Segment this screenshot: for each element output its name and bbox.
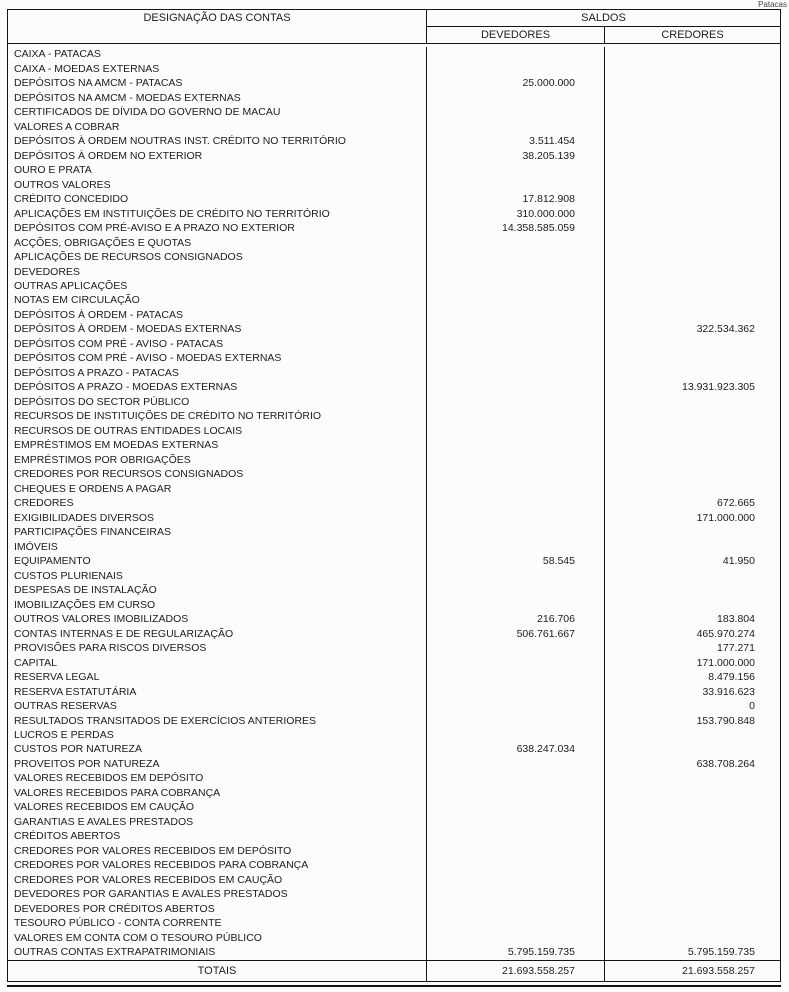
row-devedores bbox=[427, 525, 605, 539]
table-row bbox=[8, 395, 780, 409]
table-row bbox=[8, 597, 780, 611]
table-row bbox=[8, 742, 780, 756]
row-credores bbox=[605, 206, 780, 220]
row-credores: 171.000.000 bbox=[696, 656, 755, 669]
row-devedores bbox=[427, 873, 605, 887]
row-devedores bbox=[427, 757, 605, 771]
table-row bbox=[8, 61, 780, 75]
table-row bbox=[8, 148, 780, 162]
row-devedores bbox=[427, 800, 605, 814]
row-label: PARTICIPAÇÕES FINANCEIRAS bbox=[8, 525, 427, 539]
table-row bbox=[8, 858, 780, 872]
row-label: IMOBILIZAÇÕES EM CURSO bbox=[8, 597, 427, 611]
row-credores bbox=[605, 539, 780, 553]
row-credores bbox=[605, 221, 780, 235]
row-devedores: 638.247.034 bbox=[427, 742, 605, 756]
row-credores bbox=[605, 250, 780, 264]
table-row bbox=[8, 583, 780, 597]
row-label: RESULTADOS TRANSITADOS DE EXERCÍCIOS ANTERIORES bbox=[8, 713, 427, 727]
row-devedores bbox=[427, 322, 605, 336]
row-label: CREDORES POR VALORES RECEBIDOS EM DEPÓSITO bbox=[8, 844, 427, 858]
row-devedores bbox=[427, 250, 605, 264]
row-credores: 672.665 bbox=[717, 497, 755, 510]
table-row bbox=[8, 250, 780, 264]
row-credores: 33.916.623 bbox=[702, 685, 755, 698]
table-row bbox=[8, 771, 780, 785]
row-devedores bbox=[427, 771, 605, 785]
row-devedores: 38.205.139 bbox=[427, 148, 605, 162]
row-label: DEPÓSITOS DO SECTOR PÚBLICO bbox=[8, 395, 427, 409]
row-label: CONTAS INTERNAS E DE REGULARIZAÇÃO bbox=[8, 626, 427, 640]
table-row bbox=[8, 134, 780, 148]
table-body bbox=[8, 44, 780, 960]
row-credores: 183.804 bbox=[717, 613, 755, 626]
row-label: DEVEDORES bbox=[8, 264, 427, 278]
row-devedores bbox=[427, 858, 605, 872]
row-label: EQUIPAMENTO bbox=[8, 554, 427, 568]
table-header bbox=[8, 10, 780, 44]
row-credores: 13.931.923.305 bbox=[682, 381, 755, 394]
row-label: OUTROS VALORES bbox=[8, 177, 427, 191]
row-label: RESERVA ESTATUTÁRIA bbox=[8, 684, 427, 698]
row-label: EMPRÉSTIMOS POR OBRIGAÇÕES bbox=[8, 453, 427, 467]
row-devedores bbox=[427, 467, 605, 481]
row-label: PROVISÕES PARA RISCOS DIVERSOS bbox=[8, 641, 427, 655]
row-label: EXIGIBILIDADES DIVERSOS bbox=[8, 511, 427, 525]
header-designacao-das-contas: DESIGNAÇÃO DAS CONTAS bbox=[8, 10, 427, 43]
table-row bbox=[8, 829, 780, 843]
row-label: LUCROS E PERDAS bbox=[8, 728, 427, 742]
row-devedores bbox=[427, 916, 605, 930]
row-label: VALORES EM CONTA COM O TESOURO PÚBLICO bbox=[8, 931, 427, 945]
row-credores bbox=[605, 90, 780, 104]
row-label: DEVEDORES POR CRÉDITOS ABERTOS bbox=[8, 902, 427, 916]
table-row bbox=[8, 568, 780, 582]
table-row bbox=[8, 221, 780, 235]
row-label: OUTRAS RESERVAS bbox=[8, 699, 427, 713]
row-label: CUSTOS POR NATUREZA bbox=[8, 742, 427, 756]
row-label: CERTIFICADOS DE DÍVIDA DO GOVERNO DE MACAU bbox=[8, 105, 427, 119]
row-credores bbox=[605, 337, 780, 351]
table-row bbox=[8, 424, 780, 438]
table-row bbox=[8, 453, 780, 467]
row-label: CUSTOS PLURIENAIS bbox=[8, 568, 427, 582]
row-credores bbox=[605, 597, 780, 611]
row-devedores: 17.812.908 bbox=[427, 192, 605, 206]
row-label: DEPÓSITOS COM PRÉ-AVISO E A PRAZO NO EXTERIOR bbox=[8, 221, 427, 235]
row-devedores bbox=[427, 366, 605, 380]
table-row bbox=[8, 409, 780, 423]
row-devedores: 506.761.667 bbox=[427, 626, 605, 640]
row-devedores bbox=[427, 728, 605, 742]
header-saldos: SALDOS bbox=[427, 10, 780, 27]
row-label: CAIXA - MOEDAS EXTERNAS bbox=[8, 61, 427, 75]
row-devedores bbox=[427, 829, 605, 843]
row-credores: 41.950 bbox=[722, 555, 755, 568]
table-row bbox=[8, 163, 780, 177]
table-row bbox=[8, 887, 780, 901]
row-label: DEPÓSITOS A PRAZO - PATACAS bbox=[8, 366, 427, 380]
row-label: GARANTIAS E AVALES PRESTADOS bbox=[8, 815, 427, 829]
row-devedores bbox=[427, 264, 605, 278]
row-label: PROVEITOS POR NATUREZA bbox=[8, 757, 427, 771]
row-credores bbox=[605, 728, 780, 742]
row-credores bbox=[605, 887, 780, 901]
totals-credores: 21.693.558.257 bbox=[682, 965, 755, 977]
table-row bbox=[8, 525, 780, 539]
row-label: DEPÓSITOS COM PRÉ - AVISO - PATACAS bbox=[8, 337, 427, 351]
row-devedores bbox=[427, 583, 605, 597]
totals-label: TOTAIS bbox=[8, 961, 427, 981]
table-row bbox=[8, 293, 780, 307]
table-row bbox=[8, 945, 780, 959]
row-credores bbox=[605, 148, 780, 162]
row-credores bbox=[605, 293, 780, 307]
row-label: DEPÓSITOS À ORDEM - PATACAS bbox=[8, 308, 427, 322]
table-row bbox=[8, 844, 780, 858]
row-devedores bbox=[427, 380, 605, 394]
table-row bbox=[8, 873, 780, 887]
row-devedores bbox=[427, 235, 605, 249]
table-row bbox=[8, 337, 780, 351]
row-label: EMPRÉSTIMOS EM MOEDAS EXTERNAS bbox=[8, 438, 427, 452]
table-row bbox=[8, 612, 780, 626]
row-label: TESOURO PÚBLICO - CONTA CORRENTE bbox=[8, 916, 427, 930]
row-devedores bbox=[427, 177, 605, 191]
row-credores: 638.708.264 bbox=[696, 757, 755, 770]
row-credores: 8.479.156 bbox=[708, 671, 755, 684]
corner-note: Patacas bbox=[758, 0, 787, 9]
row-devedores bbox=[427, 293, 605, 307]
table-row bbox=[8, 511, 780, 525]
table-row bbox=[8, 728, 780, 742]
row-devedores bbox=[427, 511, 605, 525]
row-devedores bbox=[427, 279, 605, 293]
row-credores bbox=[605, 815, 780, 829]
row-credores bbox=[605, 76, 780, 90]
row-devedores bbox=[427, 308, 605, 322]
row-credores bbox=[605, 916, 780, 930]
row-credores bbox=[605, 800, 780, 814]
row-devedores bbox=[427, 597, 605, 611]
row-credores bbox=[605, 163, 780, 177]
table-row bbox=[8, 279, 780, 293]
row-label: DEPÓSITOS NA AMCM - MOEDAS EXTERNAS bbox=[8, 90, 427, 104]
row-devedores bbox=[427, 438, 605, 452]
table-row bbox=[8, 380, 780, 394]
row-credores bbox=[605, 105, 780, 119]
table-row bbox=[8, 916, 780, 930]
row-credores bbox=[605, 902, 780, 916]
row-label: VALORES RECEBIDOS PARA COBRANÇA bbox=[8, 786, 427, 800]
row-credores bbox=[605, 192, 780, 206]
row-credores bbox=[605, 525, 780, 539]
row-label: ACÇÕES, OBRIGAÇÕES E QUOTAS bbox=[8, 235, 427, 249]
table-row bbox=[8, 539, 780, 553]
row-devedores bbox=[427, 887, 605, 901]
row-devedores bbox=[427, 409, 605, 423]
row-label: CRÉDITOS ABERTOS bbox=[8, 829, 427, 843]
table-row bbox=[8, 206, 780, 220]
table-row bbox=[8, 902, 780, 916]
table-row bbox=[8, 322, 780, 336]
row-devedores bbox=[427, 670, 605, 684]
table-row bbox=[8, 554, 780, 568]
row-label: IMÓVEIS bbox=[8, 539, 427, 553]
table-row bbox=[8, 308, 780, 322]
table-row bbox=[8, 47, 780, 61]
row-devedores bbox=[427, 539, 605, 553]
row-devedores bbox=[427, 90, 605, 104]
row-label: APLICAÇÕES DE RECURSOS CONSIGNADOS bbox=[8, 250, 427, 264]
table-row bbox=[8, 670, 780, 684]
row-credores bbox=[605, 177, 780, 191]
row-devedores bbox=[427, 568, 605, 582]
row-credores bbox=[605, 467, 780, 481]
table-row bbox=[8, 757, 780, 771]
row-label: CREDORES POR RECURSOS CONSIGNADOS bbox=[8, 467, 427, 481]
row-label: CREDORES POR VALORES RECEBIDOS EM CAUÇÃO bbox=[8, 873, 427, 887]
table-row bbox=[8, 815, 780, 829]
row-credores bbox=[605, 786, 780, 800]
row-label: DEPÓSITOS NA AMCM - PATACAS bbox=[8, 76, 427, 90]
row-credores bbox=[605, 583, 780, 597]
table-row bbox=[8, 713, 780, 727]
row-label: CREDORES POR VALORES RECEBIDOS PARA COBRANÇA bbox=[8, 858, 427, 872]
row-devedores bbox=[427, 119, 605, 133]
row-credores bbox=[605, 424, 780, 438]
table-row bbox=[8, 438, 780, 452]
row-devedores bbox=[427, 496, 605, 510]
row-credores: 465.970.274 bbox=[696, 627, 755, 640]
row-devedores bbox=[427, 424, 605, 438]
row-label: CRÉDITO CONCEDIDO bbox=[8, 192, 427, 206]
row-credores bbox=[605, 844, 780, 858]
row-label: OUTRAS APLICAÇÕES bbox=[8, 279, 427, 293]
header-credores: CREDORES bbox=[661, 29, 724, 41]
table-row bbox=[8, 105, 780, 119]
row-label: DEPÓSITOS A PRAZO - MOEDAS EXTERNAS bbox=[8, 380, 427, 394]
row-devedores bbox=[427, 655, 605, 669]
row-credores bbox=[605, 119, 780, 133]
row-label: CHEQUES E ORDENS A PAGAR bbox=[8, 482, 427, 496]
table-row bbox=[8, 264, 780, 278]
row-devedores bbox=[427, 844, 605, 858]
table-row bbox=[8, 177, 780, 191]
table-row bbox=[8, 626, 780, 640]
row-label: APLICAÇÕES EM INSTITUIÇÕES DE CRÉDITO NO TERRITÓRIO bbox=[8, 206, 427, 220]
row-devedores bbox=[427, 337, 605, 351]
table-row bbox=[8, 482, 780, 496]
row-credores bbox=[605, 366, 780, 380]
row-label: DEPÓSITOS À ORDEM - MOEDAS EXTERNAS bbox=[8, 322, 427, 336]
row-credores bbox=[605, 409, 780, 423]
row-credores bbox=[605, 742, 780, 756]
row-label: VALORES A COBRAR bbox=[8, 119, 427, 133]
row-credores: 177.271 bbox=[717, 642, 755, 655]
row-credores bbox=[605, 134, 780, 148]
row-credores bbox=[605, 308, 780, 322]
row-credores: 5.795.159.735 bbox=[687, 946, 755, 959]
table-row bbox=[8, 235, 780, 249]
row-label: CAIXA - PATACAS bbox=[8, 47, 427, 61]
row-devedores bbox=[427, 351, 605, 365]
row-devedores bbox=[427, 786, 605, 800]
row-credores bbox=[605, 438, 780, 452]
row-label: RECURSOS DE INSTITUIÇÕES DE CRÉDITO NO TERRITÓRIO bbox=[8, 409, 427, 423]
row-label: VALORES RECEBIDOS EM CAUÇÃO bbox=[8, 800, 427, 814]
row-devedores bbox=[427, 713, 605, 727]
row-label: DEPÓSITOS À ORDEM NO EXTERIOR bbox=[8, 148, 427, 162]
row-label: DEVEDORES POR GARANTIAS E AVALES PRESTADOS bbox=[8, 887, 427, 901]
row-devedores bbox=[427, 163, 605, 177]
row-devedores bbox=[427, 815, 605, 829]
row-devedores: 310.000.000 bbox=[427, 206, 605, 220]
row-label: CREDORES bbox=[8, 496, 427, 510]
totals-row bbox=[8, 960, 780, 981]
row-credores bbox=[605, 47, 780, 61]
row-label: OUTRAS CONTAS EXTRAPATRIMONIAIS bbox=[8, 945, 427, 959]
totals-devedores: 21.693.558.257 bbox=[427, 961, 605, 981]
table-row bbox=[8, 699, 780, 713]
row-credores: 322.534.362 bbox=[696, 323, 755, 336]
row-credores bbox=[605, 931, 780, 945]
row-devedores bbox=[427, 641, 605, 655]
row-credores: 171.000.000 bbox=[696, 511, 755, 524]
table-row bbox=[8, 786, 780, 800]
row-credores bbox=[605, 771, 780, 785]
row-credores: 153.790.848 bbox=[696, 714, 755, 727]
row-label: DESPESAS DE INSTALAÇÃO bbox=[8, 583, 427, 597]
table-row bbox=[8, 684, 780, 698]
row-devedores: 216.706 bbox=[427, 612, 605, 626]
row-devedores bbox=[427, 395, 605, 409]
row-credores bbox=[605, 858, 780, 872]
row-credores bbox=[605, 395, 780, 409]
row-devedores bbox=[427, 931, 605, 945]
row-devedores bbox=[427, 453, 605, 467]
row-label: RESERVA LEGAL bbox=[8, 670, 427, 684]
row-devedores bbox=[427, 482, 605, 496]
row-credores bbox=[605, 351, 780, 365]
row-credores bbox=[605, 61, 780, 75]
bottom-double-rule bbox=[7, 985, 781, 987]
table-row bbox=[8, 800, 780, 814]
table-row bbox=[8, 931, 780, 945]
row-credores bbox=[605, 482, 780, 496]
row-credores bbox=[605, 235, 780, 249]
row-label: OURO E PRATA bbox=[8, 163, 427, 177]
row-label: VALORES RECEBIDOS EM DEPÓSITO bbox=[8, 771, 427, 785]
row-label: DEPÓSITOS COM PRÉ - AVISO - MOEDAS EXTERNAS bbox=[8, 351, 427, 365]
row-label: CAPITAL bbox=[8, 655, 427, 669]
row-label: RECURSOS DE OUTRAS ENTIDADES LOCAIS bbox=[8, 424, 427, 438]
row-label: NOTAS EM CIRCULAÇÃO bbox=[8, 293, 427, 307]
table-row bbox=[8, 351, 780, 365]
row-devedores: 5.795.159.735 bbox=[427, 945, 605, 959]
accounts-table bbox=[7, 9, 781, 982]
row-credores bbox=[605, 829, 780, 843]
row-credores bbox=[605, 873, 780, 887]
row-credores: 0 bbox=[749, 700, 755, 713]
table-row bbox=[8, 496, 780, 510]
table-row bbox=[8, 76, 780, 90]
table-row bbox=[8, 119, 780, 133]
row-devedores: 25.000.000 bbox=[427, 76, 605, 90]
table-row bbox=[8, 641, 780, 655]
row-devedores: 3.511.454 bbox=[427, 134, 605, 148]
row-devedores: 14.358.585.059 bbox=[427, 221, 605, 235]
row-credores bbox=[605, 279, 780, 293]
table-row bbox=[8, 90, 780, 104]
table-row bbox=[8, 366, 780, 380]
table-row bbox=[8, 655, 780, 669]
row-devedores bbox=[427, 47, 605, 61]
row-devedores bbox=[427, 902, 605, 916]
row-label: OUTROS VALORES IMOBILIZADOS bbox=[8, 612, 427, 626]
row-credores bbox=[605, 453, 780, 467]
row-devedores bbox=[427, 105, 605, 119]
row-devedores bbox=[427, 684, 605, 698]
row-credores bbox=[605, 264, 780, 278]
row-devedores bbox=[427, 699, 605, 713]
table-row bbox=[8, 467, 780, 481]
row-devedores: 58.545 bbox=[427, 554, 605, 568]
table-row bbox=[8, 192, 780, 206]
row-credores bbox=[605, 568, 780, 582]
header-devedores: DEVEDORES bbox=[427, 27, 605, 43]
row-label: DEPÓSITOS À ORDEM NOUTRAS INST. CRÉDITO NO TERRITÓRIO bbox=[8, 134, 427, 148]
row-devedores bbox=[427, 61, 605, 75]
